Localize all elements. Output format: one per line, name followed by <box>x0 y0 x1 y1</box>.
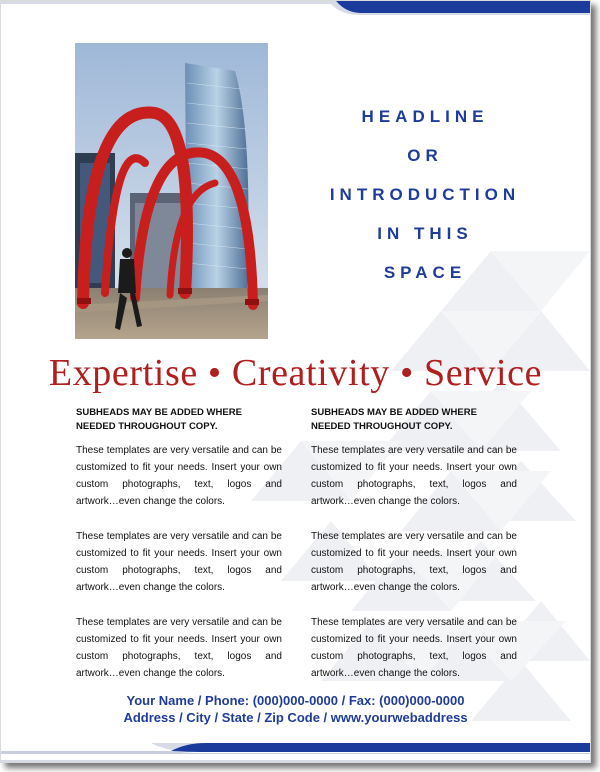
right-column <box>311 406 517 700</box>
headline-line-5: SPACE <box>383 263 467 282</box>
headline-block <box>291 97 559 292</box>
top-swoosh-band <box>1 1 590 25</box>
headline-line-2: OR <box>407 146 443 165</box>
headline-line-1: HEADLINE <box>361 107 489 126</box>
subhead-line-2: NEEDED THROUGHOUT COPY. <box>311 421 453 432</box>
subhead <box>76 406 282 434</box>
subhead <box>311 406 517 434</box>
body-paragraph: These templates are very versatile and can be customized to fit your needs. Insert your own custom photographs, text, logos and artwork…even change the colors. <box>76 617 282 679</box>
subhead-line-1: SUBHEADS MAY BE ADDED WHERE <box>311 407 477 418</box>
body-paragraph: These templates are very versatile and can be customized to fit your needs. Insert your own custom photographs, text, logos and artwork…even change the colors. <box>311 531 517 593</box>
headline-line-3: INTRODUCTION <box>329 185 521 204</box>
body-paragraph: These templates are very versatile and can be customized to fit your needs. Insert your own custom photographs, text, logos and artwork…even change the colors. <box>311 617 517 679</box>
subhead-line-2: NEEDED THROUGHOUT COPY. <box>76 421 218 432</box>
body-paragraph: These templates are very versatile and can be customized to fit your needs. Insert your own custom photographs, text, logos and artwork…even change the colors. <box>76 531 282 593</box>
contact-line-2: Address / City / State / Zip Code / www.yourwebaddress <box>123 710 468 725</box>
body-paragraph: These templates are very versatile and can be customized to fit your needs. Insert your own custom photographs, text, logos and artwork…even change the colors. <box>311 445 517 507</box>
bottom-swoosh-band <box>1 729 590 762</box>
tagline: Expertise • Creativity • Service <box>48 352 543 394</box>
left-column <box>76 406 282 700</box>
body-paragraph: These templates are very versatile and can be customized to fit your needs. Insert your own custom photographs, text, logos and artwork…even change the colors. <box>76 445 282 507</box>
red-arch-sculpture-photo <box>75 43 268 339</box>
headline-line-4: IN THIS <box>377 224 473 243</box>
subhead-line-1: SUBHEADS MAY BE ADDED WHERE <box>76 407 242 418</box>
contact-footer <box>1 692 590 726</box>
contact-line-1: Your Name / Phone: (000)000-0000 / Fax: (000)000-0000 <box>126 693 465 708</box>
